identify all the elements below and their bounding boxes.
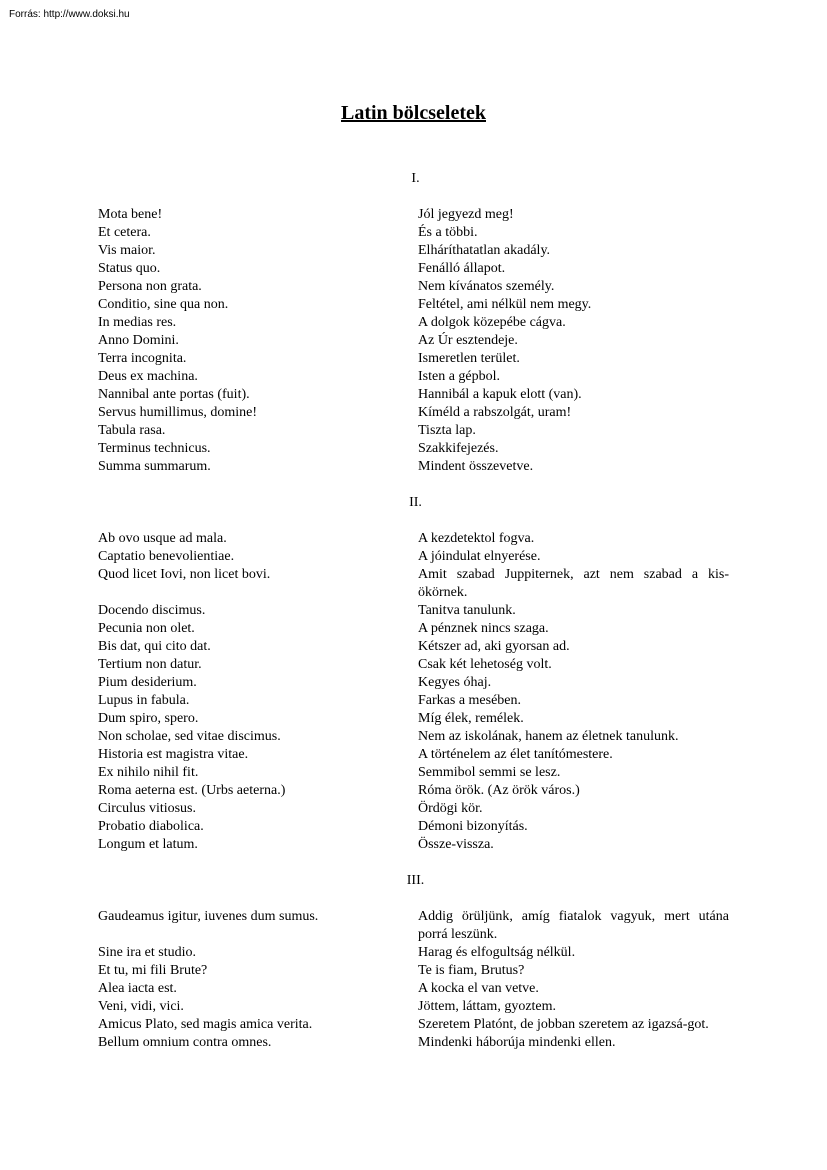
hungarian-translation: Kegyes óhaj. (418, 675, 492, 690)
proverb-list (0, 530, 827, 854)
latin-phrase: Longum et latum. (98, 837, 198, 852)
latin-phrase: Et cetera. (98, 225, 151, 240)
latin-phrase: Roma aeterna est. (Urbs aeterna.) (98, 783, 286, 798)
latin-phrase: Summa summarum. (98, 459, 211, 474)
proverb-row (0, 224, 827, 242)
latin-phrase: Bellum omnium contra omnes. (98, 1035, 272, 1050)
latin-phrase: Tertium non datur. (98, 657, 202, 672)
proverb-row (0, 800, 827, 818)
hungarian-translation: Róma örök. (Az örök város.) (418, 783, 580, 798)
section-3 (0, 872, 827, 1052)
proverb-list (0, 206, 827, 476)
hungarian-translation: A jóindulat elnyerése. (418, 549, 541, 564)
section-2 (0, 494, 827, 854)
latin-phrase: Veni, vidi, vici. (98, 999, 184, 1014)
latin-phrase: Probatio diabolica. (98, 819, 204, 834)
proverb-row (0, 782, 827, 800)
proverb-row (0, 998, 827, 1016)
latin-phrase: Gaudeamus igitur, iuvenes dum sumus. (98, 909, 319, 924)
latin-phrase: Terra incognita. (98, 351, 187, 366)
latin-phrase: Vis maior. (98, 243, 156, 258)
hungarian-translation: Fenálló állapot. (418, 261, 506, 276)
proverb-row (0, 404, 827, 422)
proverb-row (0, 296, 827, 314)
latin-phrase: In medias res. (98, 315, 177, 330)
hungarian-translation: Isten a gépbol. (418, 369, 501, 384)
hungarian-translation: Kétszer ad, aki gyorsan ad. (418, 639, 570, 654)
proverb-row (0, 602, 827, 620)
proverb-row (0, 386, 827, 404)
proverb-row (0, 836, 827, 854)
proverb-row (0, 764, 827, 782)
proverb-row (0, 728, 827, 746)
hungarian-translation: Farkas a mesében. (418, 693, 522, 708)
hungarian-translation: Amit szabad Juppiternek, azt nem szabad a kis-ökörnek. (418, 567, 729, 600)
latin-phrase: Circulus vitiosus. (98, 801, 197, 816)
proverb-row (0, 692, 827, 710)
latin-phrase: Ab ovo usque ad mala. (98, 531, 227, 546)
proverb-row (0, 980, 827, 998)
hungarian-translation: Mindenki háborúja mindenki ellen. (418, 1035, 616, 1050)
latin-phrase: Anno Domini. (98, 333, 179, 348)
proverb-row (0, 710, 827, 728)
hungarian-translation: Démoni bizonyítás. (418, 819, 528, 834)
proverb-row (0, 422, 827, 440)
proverb-row (0, 962, 827, 980)
hungarian-translation: Feltétel, ami nélkül nem megy. (418, 297, 592, 312)
proverb-row (0, 638, 827, 656)
proverb-row (0, 458, 827, 476)
proverb-row (0, 350, 827, 368)
proverb-row (0, 908, 827, 944)
hungarian-translation: Össze-vissza. (418, 837, 494, 852)
hungarian-translation: Elháríthatatlan akadály. (418, 243, 551, 258)
proverb-row (0, 818, 827, 836)
proverb-row (0, 440, 827, 458)
hungarian-translation: Míg élek, remélek. (418, 711, 524, 726)
latin-phrase: Et tu, mi fili Brute? (98, 963, 208, 978)
hungarian-translation: Tiszta lap. (418, 423, 476, 438)
proverb-row (0, 260, 827, 278)
hungarian-translation: Ördögi kör. (418, 801, 483, 816)
hungarian-translation: Csak két lehetoség volt. (418, 657, 552, 672)
latin-phrase: Bis dat, qui cito dat. (98, 639, 211, 654)
hungarian-translation: A kezdetektol fogva. (418, 531, 535, 546)
hungarian-translation: Te is fiam, Brutus? (418, 963, 525, 978)
hungarian-translation: Szakkifejezés. (418, 441, 499, 456)
latin-phrase: Historia est magistra vitae. (98, 747, 249, 762)
latin-phrase: Pium desiderium. (98, 675, 197, 690)
hungarian-translation: Jól jegyezd meg! (418, 207, 514, 222)
latin-phrase: Tabula rasa. (98, 423, 166, 438)
latin-phrase: Mota bene! (98, 207, 163, 222)
hungarian-translation: A dolgok közepébe cágva. (418, 315, 566, 330)
latin-phrase: Lupus in fabula. (98, 693, 190, 708)
hungarian-translation: Nem kívánatos személy. (418, 279, 555, 294)
proverb-row (0, 944, 827, 962)
latin-phrase: Servus humillimus, domine! (98, 405, 258, 420)
latin-phrase: Amicus Plato, sed magis amica verita. (98, 1017, 313, 1032)
hungarian-translation: A történelem az élet tanítómestere. (418, 747, 613, 762)
hungarian-translation: Semmibol semmi se lesz. (418, 765, 561, 780)
section-heading: III. (406, 873, 425, 888)
proverb-row (0, 530, 827, 548)
proverb-row (0, 746, 827, 764)
proverb-row (0, 566, 827, 602)
hungarian-translation: Mindent összevetve. (418, 459, 534, 474)
proverb-row (0, 1034, 827, 1052)
proverb-row (0, 206, 827, 224)
proverb-row (0, 620, 827, 638)
proverb-row (0, 656, 827, 674)
section-heading: I. (411, 171, 420, 186)
hungarian-translation: És a többi. (418, 225, 478, 240)
hungarian-translation: Nem az iskolának, hanem az életnek tanulunk. (418, 729, 679, 744)
latin-phrase: Ex nihilo nihil fit. (98, 765, 199, 780)
proverb-row (0, 332, 827, 350)
latin-phrase: Status quo. (98, 261, 161, 276)
hungarian-translation: Az Úr esztendeje. (418, 333, 518, 348)
hungarian-translation: Tanitva tanulunk. (418, 603, 516, 618)
page-title: Latin bölcseletek (341, 102, 486, 124)
latin-phrase: Terminus technicus. (98, 441, 211, 456)
latin-phrase: Quod licet Iovi, non licet bovi. (98, 567, 271, 582)
latin-phrase: Captatio benevolientiae. (98, 549, 235, 564)
latin-phrase: Persona non grata. (98, 279, 202, 294)
hungarian-translation: Kíméld a rabszolgát, uram! (418, 405, 572, 420)
latin-phrase: Docendo discimus. (98, 603, 206, 618)
proverb-row (0, 674, 827, 692)
hungarian-translation: A kocka el van vetve. (418, 981, 539, 996)
latin-phrase: Alea iacta est. (98, 981, 177, 996)
section-heading: II. (409, 495, 422, 510)
hungarian-translation: Hannibál a kapuk elott (van). (418, 387, 582, 402)
hungarian-translation: Addig örüljünk, amíg fiatalok vagyuk, mert utána porrá leszünk. (418, 909, 729, 942)
latin-phrase: Pecunia non olet. (98, 621, 195, 636)
source-note: Forrás: http://www.doksi.hu (9, 9, 130, 20)
hungarian-translation: A pénznek nincs szaga. (418, 621, 549, 636)
hungarian-translation: Szeretem Platónt, de jobban szeretem az igazsá-got. (418, 1017, 709, 1032)
hungarian-translation: Jöttem, láttam, gyoztem. (418, 999, 557, 1014)
latin-phrase: Nannibal ante portas (fuit). (98, 387, 250, 402)
latin-phrase: Dum spiro, spero. (98, 711, 199, 726)
proverb-row (0, 1016, 827, 1034)
hungarian-translation: Harag és elfogultság nélkül. (418, 945, 576, 960)
latin-phrase: Non scholae, sed vitae discimus. (98, 729, 281, 744)
proverb-row (0, 548, 827, 566)
proverb-row (0, 368, 827, 386)
latin-phrase: Conditio, sine qua non. (98, 297, 229, 312)
section-1 (0, 170, 827, 476)
latin-phrase: Sine ira et studio. (98, 945, 196, 960)
latin-phrase: Deus ex machina. (98, 369, 198, 384)
proverb-list (0, 908, 827, 1052)
hungarian-translation: Ismeretlen terület. (418, 351, 520, 366)
proverb-row (0, 242, 827, 260)
proverb-row (0, 314, 827, 332)
proverb-row (0, 278, 827, 296)
